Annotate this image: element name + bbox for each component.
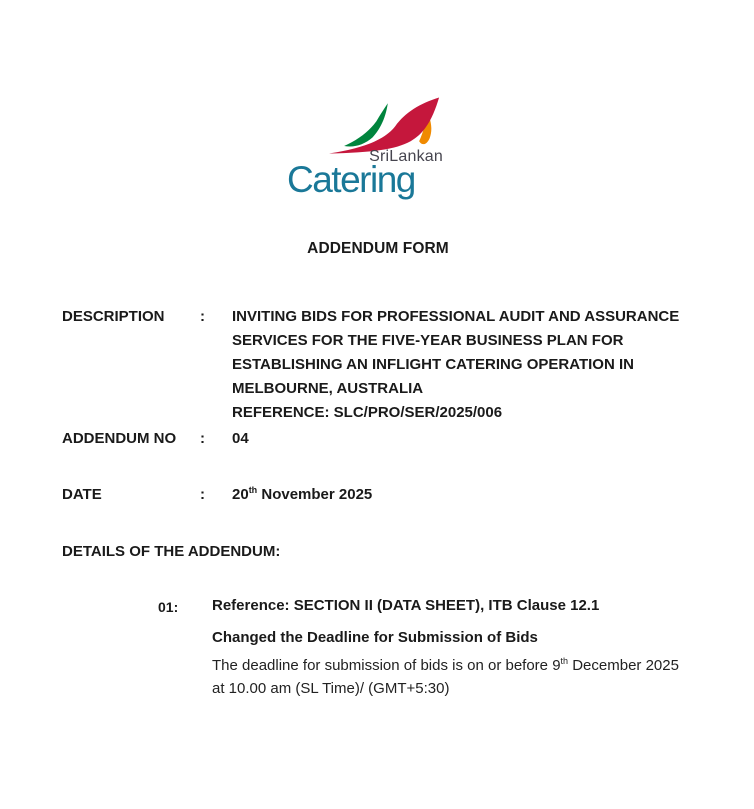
- details-heading: DETAILS OF THE ADDENDUM:: [62, 543, 281, 560]
- srilankan-catering-logo: [287, 95, 443, 198]
- detail-reference-line: Reference: SECTION II (DATA SHEET), ITB Clause 12.1: [212, 597, 600, 614]
- description-label: DESCRIPTION: [62, 308, 165, 325]
- deadline-text-pre: The deadline for submission of bids is on or before 9: [212, 657, 561, 674]
- reference-number: REFERENCE: SLC/PRO/SER/2025/006: [232, 404, 503, 421]
- date-ordinal: th: [248, 485, 258, 495]
- description-row: [62, 305, 694, 425]
- detail-item-number: 01:: [158, 599, 179, 615]
- date-day: 20: [232, 486, 249, 503]
- addendum-no-row: [62, 427, 694, 451]
- detail-item-body: [212, 594, 694, 700]
- detail-paragraph: [212, 654, 694, 700]
- description-value: [232, 305, 692, 425]
- addendum-no-value: 04: [232, 430, 249, 447]
- addendum-no-label: ADDENDUM NO: [62, 430, 177, 447]
- date-separator: :: [200, 486, 205, 503]
- deadline-text-post: December 2025 at 10.00 am (SL Time)/ (GMT+5:30): [212, 657, 679, 697]
- detail-item-01: [62, 594, 694, 700]
- brand-name-catering: Catering: [287, 159, 415, 200]
- description-text: INVITING BIDS FOR PROFESSIONAL AUDIT AND ASSURANCE SERVICES FOR THE FIVE-YEAR BUSINESS PLAN FOR ESTABLISHING AN INFLIGHT CATERING OPERATION IN MELBOURNE, AUSTRALIA: [232, 308, 680, 397]
- deadline-ordinal: th: [560, 656, 569, 666]
- detail-change-line: Changed the Deadline for Submission of Bids: [212, 629, 538, 646]
- brand-name-srilankan: SriLankan: [369, 148, 443, 165]
- date-value: [232, 483, 372, 507]
- description-separator: :: [200, 308, 205, 325]
- page-title: ADDENDUM FORM: [307, 240, 449, 257]
- date-row: [62, 483, 694, 507]
- date-label: DATE: [62, 486, 102, 503]
- addendum-no-separator: :: [200, 430, 205, 447]
- logo-flame-red: [329, 98, 439, 154]
- date-rest: November 2025: [257, 486, 373, 503]
